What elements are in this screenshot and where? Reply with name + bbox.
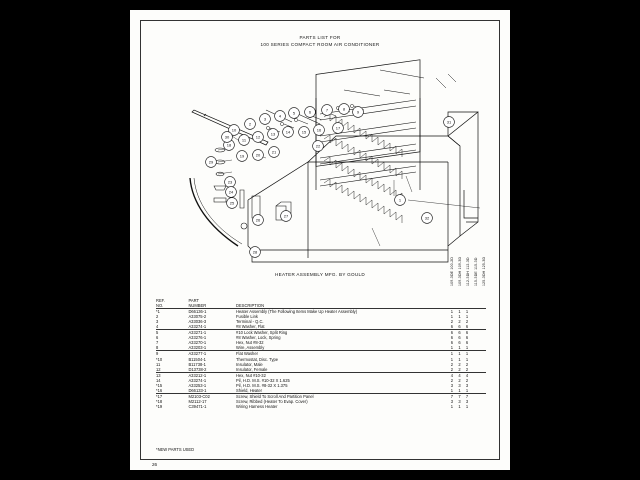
- cell-qty: 1: [450, 403, 454, 409]
- cell-desc: Hex, Nut #8-32: [236, 340, 264, 346]
- cell-qty: 6: [458, 330, 461, 336]
- cell-qty: 1: [458, 403, 461, 409]
- svg-text:29: 29: [208, 159, 214, 165]
- cell-part: M2112-17: [188, 398, 207, 404]
- page-title: [130, 34, 510, 48]
- cell-qty: 3: [450, 382, 454, 388]
- cell-qty: 6: [465, 335, 469, 341]
- cell-ref: *16: [156, 388, 188, 394]
- cell-qty: 3: [458, 382, 461, 388]
- cell-qty: 2: [448, 367, 456, 373]
- cell-qty: 2: [465, 319, 469, 325]
- svg-text:28: 28: [252, 249, 258, 255]
- cell-qty: 1: [456, 388, 464, 394]
- svg-text:9: 9: [356, 109, 360, 115]
- cell-ref: 14: [156, 377, 161, 383]
- cell-qty: 1: [450, 351, 454, 357]
- model-label: 109-3DE 100-2D: [450, 256, 454, 286]
- cell-qty: 2: [465, 377, 469, 383]
- cell-desc: Flat Washer: [236, 351, 258, 357]
- cell-qty: 1: [456, 345, 464, 351]
- header-part: [188, 298, 236, 309]
- cell-qty: 2: [450, 319, 454, 325]
- table-row: [156, 404, 486, 409]
- cell-qty: 6: [450, 340, 454, 346]
- svg-text:22: 22: [315, 143, 321, 149]
- cell-ref: 7: [156, 340, 159, 346]
- footnote: *NEW PARTS USED: [156, 447, 195, 452]
- header-ref-line2: NO.: [156, 303, 164, 309]
- cell-qty: 6: [463, 324, 471, 330]
- svg-text:27: 27: [283, 213, 289, 219]
- svg-text:20: 20: [255, 152, 261, 158]
- cell-qty: 1: [463, 388, 471, 394]
- cell-qty: [471, 404, 479, 409]
- cell-ref: 8: [156, 345, 188, 351]
- cell-ref: *15: [156, 382, 163, 388]
- model-label: 125-3DH 125-3D: [482, 256, 486, 286]
- cell-qty: 1: [465, 351, 469, 357]
- cell-qty: 1: [458, 314, 461, 320]
- figure-caption: HEATER ASSEMBLY MFG. BY GOULD: [274, 272, 366, 277]
- cell-qty: 3: [450, 398, 454, 404]
- svg-text:26: 26: [255, 217, 261, 223]
- model-label: 109-3DH 109-3D: [458, 256, 462, 286]
- cell-qty: 7: [465, 393, 469, 399]
- cell-qty: 3: [458, 398, 461, 404]
- header-part-line2: NUMBER: [188, 303, 207, 309]
- cell-desc: Thermostat, Disc. Type: [236, 356, 279, 362]
- svg-text:23: 23: [227, 179, 233, 185]
- page-number: 26: [152, 462, 158, 467]
- svg-text:12: 12: [255, 134, 261, 140]
- svg-text:25: 25: [229, 200, 235, 206]
- cell-ref: 12: [156, 367, 188, 373]
- cell-desc: Wire, Assembly: [236, 345, 448, 351]
- cell-qty: 3: [465, 398, 469, 404]
- svg-text:21: 21: [271, 149, 277, 155]
- cell-qty: 6: [458, 340, 461, 346]
- cell-ref: *1: [156, 309, 160, 315]
- cell-part: A33274-1: [188, 324, 236, 330]
- cell-desc: Fusible Link: [236, 314, 258, 320]
- cell-qty: 7: [450, 393, 454, 399]
- document-page: [130, 10, 510, 470]
- cell-part: A33075-2: [188, 314, 207, 320]
- cell-qty: 2: [463, 367, 471, 373]
- model-label: 115-3DE 115-3D: [474, 257, 478, 286]
- cell-ref: *19: [156, 403, 163, 409]
- title-line-2: 100 SERIES COMPACT ROOM AIR CONDITIONER: [260, 42, 380, 47]
- cell-ref: 13: [156, 372, 161, 378]
- cell-ref: 2: [156, 314, 159, 320]
- cell-qty: 6: [465, 330, 469, 336]
- cell-qty: 4: [458, 372, 461, 378]
- cell-qty: 2: [458, 377, 461, 383]
- cell-qty: 1: [458, 351, 461, 357]
- svg-text:2: 2: [248, 121, 252, 127]
- cell-qty: 2: [450, 361, 454, 367]
- cell-part: B11504-1: [188, 356, 206, 362]
- exploded-diagram: [148, 50, 492, 290]
- cell-desc: Heater Assembly (The Following Items Make Up Heater Assembly): [236, 309, 358, 315]
- cell-desc: #8 Washer, Flat: [236, 324, 448, 330]
- cell-part: A33271-1: [188, 330, 207, 336]
- cell-qty: 1: [450, 356, 454, 362]
- model-column-headers: [448, 242, 492, 288]
- svg-text:5: 5: [292, 110, 296, 116]
- cell-qty: 6: [450, 335, 454, 341]
- cell-qty: 7: [458, 393, 461, 399]
- table-header-row: [156, 298, 486, 309]
- cell-qty: 1: [450, 309, 454, 315]
- cell-qty: [478, 404, 486, 409]
- cell-part: A33212-1: [188, 372, 207, 378]
- cell-qty: 1: [465, 314, 469, 320]
- svg-text:17: 17: [335, 125, 341, 131]
- cell-ref: 3: [156, 319, 159, 325]
- svg-text:8: 8: [342, 106, 346, 112]
- cell-desc: Shield, Heater: [236, 388, 448, 394]
- cell-ref: 4: [156, 324, 188, 330]
- cell-qty: 4: [450, 372, 454, 378]
- cell-ref: *17: [156, 393, 163, 399]
- cell-ref: 6: [156, 335, 159, 341]
- cell-qty: 6: [465, 340, 469, 346]
- svg-text:30: 30: [224, 134, 230, 140]
- svg-text:14: 14: [285, 129, 291, 135]
- svg-text:4: 4: [278, 113, 282, 119]
- cell-qty: 1: [465, 309, 469, 315]
- cell-ref: 5: [156, 330, 159, 336]
- cell-qty: 6: [448, 324, 456, 330]
- svg-text:31: 31: [446, 119, 452, 125]
- cell-part: M2103-C02: [188, 393, 210, 399]
- cell-ref: *10: [156, 356, 163, 362]
- svg-text:11: 11: [241, 137, 247, 143]
- svg-text:6: 6: [308, 109, 312, 115]
- cell-part: D13738-2: [188, 367, 236, 373]
- cell-qty: 4: [465, 372, 469, 378]
- cell-desc: Pil, H.D. M.S. #10-32 X 1.625: [236, 377, 290, 383]
- header-part-line1: PART: [188, 298, 199, 303]
- cell-qty: 6: [450, 330, 454, 336]
- cell-desc: Pil, H.D. M.S. #8-32 X 1.375: [236, 382, 288, 388]
- cell-qty: 2: [458, 319, 461, 325]
- header-description: [236, 298, 448, 309]
- cell-desc: Wiring Harness Heater: [236, 403, 278, 409]
- cell-qty: 1: [465, 403, 469, 409]
- header-ref: [156, 298, 188, 309]
- cell-qty: 6: [458, 335, 461, 341]
- model-label: 112-3DH 112-3D: [466, 257, 470, 286]
- svg-text:7: 7: [325, 107, 329, 113]
- svg-text:3: 3: [263, 116, 267, 122]
- svg-text:18: 18: [226, 142, 232, 148]
- cell-part: A33277-1: [188, 351, 207, 357]
- svg-text:24: 24: [228, 189, 234, 195]
- cell-qty: 6: [456, 324, 464, 330]
- cell-part: A33253-1: [188, 382, 207, 388]
- svg-text:15: 15: [301, 129, 307, 135]
- svg-text:19: 19: [239, 153, 245, 159]
- cell-qty: 1: [458, 309, 461, 315]
- cell-ref: 11: [156, 361, 161, 367]
- cell-part: C39471-1: [188, 403, 207, 409]
- cell-desc: Terminal - Q.C.: [236, 319, 264, 325]
- cell-desc: Insulator, Female: [236, 367, 448, 373]
- svg-text:10: 10: [231, 127, 237, 133]
- parts-table: [156, 298, 486, 409]
- cell-ref: 9: [156, 351, 159, 357]
- cell-qty: 2: [456, 367, 464, 373]
- cell-qty: 1: [448, 345, 456, 351]
- cell-qty: 1: [458, 356, 461, 362]
- cell-desc: Hex, Nut #10-32: [236, 372, 266, 378]
- cell-desc: #10 Lock Washer, Split Ring: [236, 330, 288, 336]
- cell-qty: 2: [458, 361, 461, 367]
- header-description-text: DESCRIPTION: [236, 303, 265, 309]
- cell-part: B11738-1: [188, 361, 206, 367]
- svg-text:16: 16: [316, 127, 322, 133]
- cell-part: A33203-1: [188, 345, 236, 351]
- cell-desc: #8 Washer, Lock, Spring: [236, 335, 281, 341]
- svg-text:13: 13: [270, 131, 276, 137]
- cell-desc: Screw, Shield To Scroll And Partition Panel: [236, 393, 314, 399]
- cell-qty: 3: [465, 382, 469, 388]
- cell-desc: Screw, Ribbed (Heater To Evap. Cover): [236, 398, 308, 404]
- cell-part: A33036-3: [188, 319, 207, 325]
- cell-part: A33276-1: [188, 335, 207, 341]
- svg-text:32: 32: [424, 215, 430, 221]
- svg-text:1: 1: [398, 197, 402, 203]
- cell-qty: 1: [463, 345, 471, 351]
- title-line-1: PARTS LIST FOR: [299, 35, 341, 40]
- cell-part: A33270-1: [188, 340, 207, 346]
- cell-qty: 2: [465, 361, 469, 367]
- cell-qty: 1: [448, 388, 456, 394]
- cell-part: D66133-1: [188, 388, 236, 394]
- cell-desc: Insulator, Male: [236, 361, 263, 367]
- diagram-svg: [148, 50, 492, 290]
- cell-qty: 1: [450, 314, 454, 320]
- cell-part: A33274-1: [188, 377, 207, 383]
- cell-part: D66136-1: [188, 309, 207, 315]
- cell-qty: 2: [450, 377, 454, 383]
- header-ref-line1: REF.: [156, 298, 165, 303]
- cell-ref: *18: [156, 398, 163, 404]
- cell-qty: 1: [465, 356, 469, 362]
